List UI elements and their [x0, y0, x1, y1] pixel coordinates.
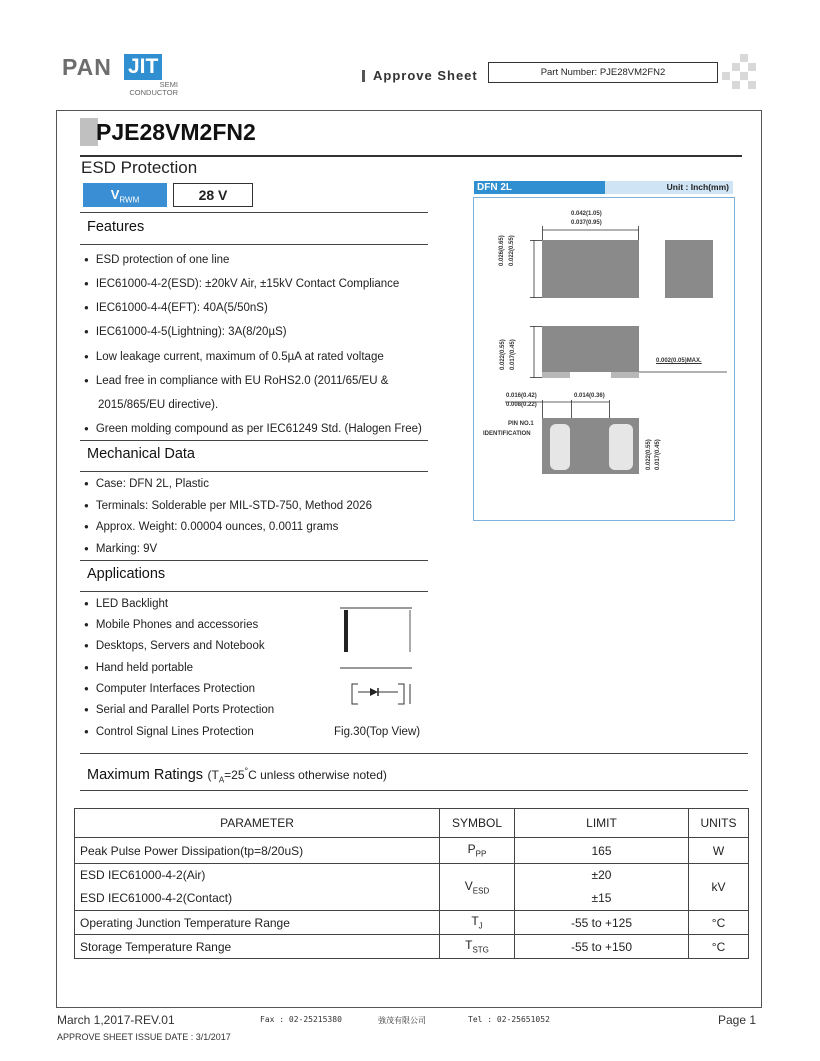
mechanical-top-rule	[80, 440, 428, 441]
column-header-symbol: SYMBOL	[440, 809, 515, 838]
footer-issue-date: APPROVE SHEET ISSUE DATE : 3/1/2017	[57, 1032, 231, 1042]
application-item: ● Hand held portable	[84, 662, 194, 674]
mechanical-item: ● Marking: 9V	[84, 543, 158, 555]
ratings-heading-line	[87, 766, 387, 784]
features-heading: Features	[87, 219, 145, 235]
dim-max-thickness: 0.002(0.05)MAX.	[656, 358, 702, 364]
pin-one-label: PIN NO.1	[508, 421, 534, 427]
page-subtitle: ESD Protection	[81, 158, 198, 177]
vrwm-label-main: V	[110, 187, 120, 202]
limit-cell: ±20 ±15	[515, 864, 689, 911]
application-item: ● Desktops, Servers and Notebook	[84, 640, 265, 652]
application-item: ● Computer Interfaces Protection	[84, 683, 256, 695]
dim-max-arrow	[639, 365, 729, 375]
dim-left-height-arrow	[528, 240, 542, 298]
figure-caption: Fig.30(Top View)	[334, 726, 421, 738]
dim-pad-width-1: 0.016(0.42)	[506, 393, 537, 399]
dim-left-height-2: 0.022(0.55)	[509, 235, 515, 266]
dim-pad-gap: 0.014(0.36)	[574, 393, 605, 399]
mechanical-item: ● Terminals: Solderable per MIL-STD-750, Method 2026	[84, 500, 372, 512]
logo-sub-semi: SEMI	[159, 80, 178, 89]
unit-cell: °C	[689, 935, 749, 959]
features-bottom-rule	[80, 244, 428, 245]
dim-pad-width-2: 0.008(0.22)	[506, 402, 537, 408]
param-cell: Peak Pulse Power Dissipation(tp=8/20uS)	[75, 838, 440, 864]
dim-side-height-1: 0.022(0.55)	[500, 339, 506, 370]
column-header-units: UNITS	[689, 809, 749, 838]
footer-date-revision: March 1,2017-REV.01	[57, 1013, 175, 1027]
application-item: ● Serial and Parallel Ports Protection	[84, 704, 275, 716]
feature-item-continuation: 2015/865/EU directive).	[98, 399, 219, 411]
limit-cell: -55 to +125	[515, 911, 689, 935]
feature-item: ● IEC61000-4-5(Lightning): 3A(8/20µS)	[84, 326, 287, 338]
top-view-figure	[330, 604, 422, 712]
dim-side-height-2: 0.017(0.45)	[510, 339, 516, 370]
applications-heading: Applications	[87, 566, 166, 582]
page-title: PJE28VM2FN2	[96, 119, 256, 145]
feature-item: ● Lead free in compliance with EU RoHS2.0 (2011/65/EU &	[84, 375, 389, 387]
package-name-bar: DFN 2L	[474, 181, 605, 194]
dim-top-width-1: 0.042(1.05)	[571, 211, 602, 217]
vrwm-label	[83, 183, 167, 207]
limit-cell: 165	[515, 838, 689, 864]
footer-page-number: Page 1	[718, 1013, 757, 1027]
mechanical-heading: Mechanical Data	[87, 446, 195, 462]
dim-right-height-2: 0.017(0.45)	[655, 439, 661, 470]
dim-left-height-1: 0.026(0.65)	[499, 235, 505, 266]
table-row	[75, 838, 749, 864]
mechanical-item: ● Case: DFN 2L, Plastic	[84, 478, 209, 490]
identification-label: IDENTIFICATION	[483, 431, 531, 437]
column-header-parameter: PARAMETER	[75, 809, 440, 838]
unit-cell: W	[689, 838, 749, 864]
package-pad-right	[609, 424, 633, 470]
company-logo	[62, 52, 182, 100]
column-header-limit: LIMIT	[515, 809, 689, 838]
approve-sheet-label: Approve Sheet	[373, 68, 478, 83]
vrwm-label-sub: RWM	[119, 195, 140, 205]
ratings-bottom-rule	[80, 790, 748, 791]
application-item: ● Control Signal Lines Protection	[84, 726, 254, 738]
mechanical-item: ● Approx. Weight: 0.00004 ounces, 0.0011 grams	[84, 521, 339, 533]
unit-cell: °C	[689, 911, 749, 935]
application-item: ● Mobile Phones and accessories	[84, 619, 259, 631]
limit-cell: -55 to +150	[515, 935, 689, 959]
feature-item: ● Green molding compound as per IEC61249 Std. (Halogen Free)	[84, 423, 422, 435]
package-side-view-lead-left	[542, 372, 570, 378]
dim-bottom-arrows	[505, 398, 639, 418]
param-cell: Storage Temperature Range	[75, 935, 440, 959]
title-rule	[80, 155, 742, 157]
ratings-heading: Maximum Ratings	[87, 767, 204, 783]
symbol-cell: $P_{PP}$	[440, 838, 515, 864]
footer-company: 強茂有限公司	[378, 1016, 426, 1025]
decorative-squares	[722, 54, 758, 90]
symbol-cell: $V_{ESD}$	[440, 864, 515, 911]
package-end-view-body	[665, 240, 713, 298]
table-row	[75, 935, 749, 959]
feature-item: ● IEC61000-4-2(ESD): ±20kV Air, ±15kV Contact Compliance	[84, 278, 400, 290]
symbol-cell: $T_J$	[440, 911, 515, 935]
mechanical-bottom-rule	[80, 471, 428, 472]
package-side-view-body	[542, 326, 639, 372]
table-row	[75, 911, 749, 935]
package-side-view-lead-right	[611, 372, 639, 378]
ratings-table	[74, 808, 749, 959]
unit-cell: kV	[689, 864, 749, 911]
table-header-row	[75, 809, 749, 838]
logo-text-jit: JIT	[124, 54, 162, 80]
dim-right-height-1: 0.022(0.55)	[646, 439, 652, 470]
table-row	[75, 864, 749, 911]
ratings-top-rule	[80, 753, 748, 754]
feature-item: ● Low leakage current, maximum of 0.5µA at rated voltage	[84, 351, 384, 363]
param-cell: Operating Junction Temperature Range	[75, 911, 440, 935]
ratings-condition: ($T_A=25^\circ C$ unless otherwise noted)	[207, 766, 387, 785]
vrwm-value: 28 V	[173, 183, 253, 207]
dim-top-width-arrow	[542, 226, 639, 240]
feature-item: ● ESD protection of one line	[84, 254, 230, 266]
application-item: ● LED Backlight	[84, 598, 169, 610]
applications-top-rule	[80, 560, 428, 561]
logo-text-pan: PAN	[62, 54, 112, 80]
approve-sheet-marker	[362, 70, 365, 82]
package-top-view-body	[542, 240, 639, 298]
package-pad-left	[550, 424, 570, 470]
param-cell: ESD IEC61000-4-2(Air) ESD IEC61000-4-2(Contact)	[75, 864, 440, 911]
part-number-box: Part Number: PJE28VM2FN2	[488, 62, 718, 83]
footer-tel: Tel : 02-25651052	[468, 1015, 550, 1024]
features-top-rule	[80, 212, 428, 213]
logo-sub-conductor: CONDUCTOR	[129, 88, 178, 97]
applications-bottom-rule	[80, 591, 428, 592]
feature-item: ● IEC61000-4-4(EFT): 40A(5/50nS)	[84, 302, 268, 314]
symbol-cell: $T_{STG}$	[440, 935, 515, 959]
dim-top-width-2: 0.037(0.95)	[571, 220, 602, 226]
dim-side-height-arrow	[528, 326, 542, 378]
package-unit-bar: Unit : Inch(mm)	[605, 181, 733, 194]
footer-fax: Fax : 02-25215380	[260, 1015, 342, 1024]
